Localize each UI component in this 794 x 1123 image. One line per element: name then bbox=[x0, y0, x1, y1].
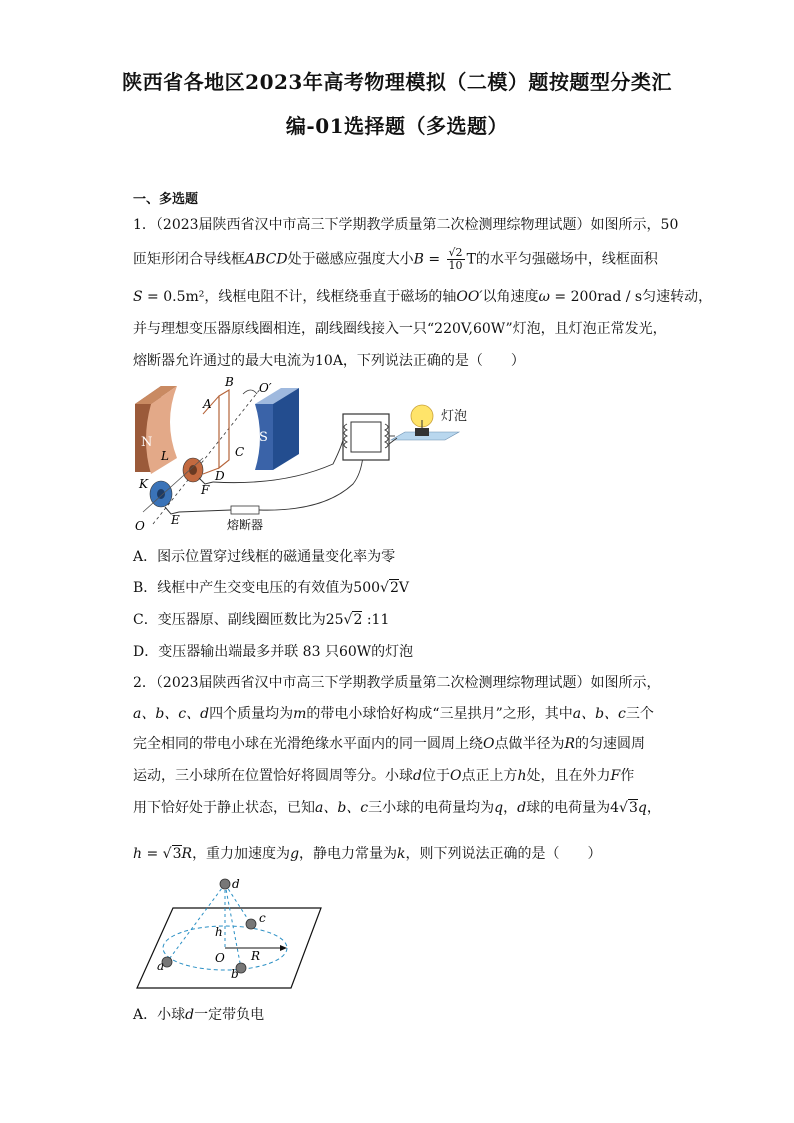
label-f: F bbox=[201, 483, 210, 497]
label-b: B bbox=[225, 375, 234, 389]
q2-line-1: 2．（2023届陕西省汉中市高三下学期教学质量第二次检测理综物理试题）如图所示， bbox=[133, 675, 661, 691]
q1-text: 以角速度 bbox=[482, 289, 539, 305]
q2-text: 三个 bbox=[625, 706, 654, 722]
q1-var-s: S bbox=[133, 289, 143, 305]
label-bulb: 灯泡 bbox=[441, 409, 468, 424]
option-text: 一定带负电 bbox=[194, 1007, 265, 1023]
label-k: K bbox=[139, 477, 148, 491]
transformer bbox=[343, 414, 389, 460]
q1-text: T的水平匀强磁场中，线框面积 bbox=[466, 251, 658, 268]
label-a: A bbox=[203, 397, 212, 411]
q2-text: 运动，三小球所在位置恰好将圆周等分。小球 bbox=[133, 768, 413, 784]
q2-option-a bbox=[133, 1004, 264, 1024]
q2-vars: a、b、c、d bbox=[133, 706, 210, 722]
q2-var-m: m bbox=[293, 706, 307, 722]
q2-line-6: h = √3R，重力加速度为g，静电力常量为k，则下列说法正确的是（ ） bbox=[133, 846, 602, 862]
label-fuse: 熔断器 bbox=[227, 518, 264, 532]
q2-text: 四个质量均为 bbox=[209, 706, 294, 722]
q2-text: ， bbox=[503, 800, 518, 816]
label-d: d bbox=[232, 877, 240, 891]
doc-title-line2: 编-01选择题（多选题） bbox=[285, 114, 509, 138]
label-a: a bbox=[157, 959, 165, 973]
fraction-denominator: 10 bbox=[448, 259, 463, 272]
q2-text: ，静电力常量为 bbox=[299, 846, 398, 862]
q2-text: 点做半径为 bbox=[494, 736, 565, 752]
q2-text: 的带电小球恰好构成“三星拱月”之形，其中 bbox=[306, 706, 573, 722]
coil-frame bbox=[219, 390, 229, 468]
q2-var-k: k bbox=[397, 846, 406, 862]
ball-d bbox=[220, 879, 230, 889]
q1-line-5: 熔断器允许通过的最大电流为10A，下列说法正确的是（ ） bbox=[133, 353, 525, 369]
q2-var-q: q bbox=[494, 800, 504, 816]
doc-title-line1: 陕西省各地区2023年高考物理模拟（二模）题按题型分类汇 bbox=[122, 70, 672, 94]
q2-var-f: F bbox=[610, 768, 621, 784]
section-heading: 一、多选题 bbox=[133, 192, 199, 207]
q1-option-b: B．线框中产生交变电压的有效值为500√2V bbox=[133, 580, 409, 596]
option-text: C．变压器原、副线圈匝数比为25 bbox=[133, 612, 344, 628]
q1-option-c: C．变压器原、副线圈匝数比为25√2 :11 bbox=[133, 612, 390, 628]
option-text: :11 bbox=[362, 612, 390, 628]
q1-text: = bbox=[423, 251, 445, 268]
label-o: O bbox=[135, 519, 145, 533]
q1-option-d: D．变压器输出端最多并联 83 只60W的灯泡 bbox=[133, 644, 414, 660]
q2-text: 作 bbox=[620, 768, 635, 784]
q2-vars: a、b、c bbox=[315, 800, 369, 816]
q1-var-omega: ω bbox=[538, 289, 550, 305]
q2-var-d: d bbox=[517, 800, 527, 816]
q2-var-o: O bbox=[483, 736, 495, 752]
q2-text: ，重力加速度为 bbox=[192, 846, 291, 862]
q2-var-d: d bbox=[185, 1007, 195, 1023]
q2-var-h: h bbox=[517, 768, 527, 784]
q1-text: 匝矩形闭合导线框 bbox=[133, 251, 245, 268]
q1-line-1: 1．（2023届陕西省汉中市高三下学期教学质量第二次检测理综物理试题）如图所示，50 bbox=[133, 217, 679, 233]
q1-var-b: B bbox=[413, 251, 424, 268]
radicand: 2 bbox=[353, 612, 363, 628]
ball-c bbox=[246, 919, 256, 929]
radicand: 2 bbox=[389, 580, 399, 596]
magnet-n bbox=[135, 386, 177, 474]
label-c: C bbox=[235, 445, 245, 459]
q2-line-2 bbox=[133, 703, 654, 723]
label-e: E bbox=[171, 513, 180, 527]
q2-var-g: g bbox=[290, 846, 300, 862]
q2-var-r: R bbox=[564, 736, 576, 752]
q2-text: 位于 bbox=[421, 768, 450, 784]
q2-vars: a、b、c bbox=[572, 706, 626, 722]
q1-fraction bbox=[447, 247, 465, 272]
q1-text: 处于磁感应强度大小 bbox=[287, 251, 414, 268]
q1-var-abcd: ABCD bbox=[245, 251, 288, 268]
q2-text: 球的电荷量为4 bbox=[526, 800, 620, 816]
radicand: 3 bbox=[172, 846, 182, 862]
label-o: O bbox=[215, 951, 225, 965]
q2-text: 处，且在外力 bbox=[526, 768, 611, 784]
label-l: L bbox=[161, 449, 169, 463]
q2-var-o: O bbox=[449, 768, 462, 784]
label-h: h bbox=[215, 925, 223, 939]
wire-bottom bbox=[179, 510, 231, 512]
q1-option-a: A．图示位置穿过线框的磁通量变化率为零 bbox=[133, 549, 396, 565]
q2-text: 三小球的电荷量均为 bbox=[368, 800, 495, 816]
label-c: c bbox=[259, 911, 266, 925]
q2-text: ，则下列说法正确的是（ ） bbox=[405, 846, 602, 862]
q2-text: ， bbox=[646, 800, 661, 816]
label-s: S bbox=[259, 430, 268, 445]
label-o-prime: O′ bbox=[259, 381, 272, 395]
q2-figure bbox=[133, 872, 333, 994]
q2-var-r: R bbox=[181, 846, 193, 862]
q2-var-h: h bbox=[133, 846, 143, 862]
radicand: 3 bbox=[628, 800, 638, 816]
label-r: R bbox=[251, 949, 261, 963]
q2-line-3 bbox=[133, 733, 645, 753]
q1-line-4: 并与理想变压器原线圈相连，副线圈线接入一只“220V,60W”灯泡，且灯泡正常发光， bbox=[133, 321, 667, 337]
label-n: N bbox=[141, 435, 153, 450]
q2-text: = bbox=[142, 846, 163, 862]
q2-var-d: d bbox=[413, 768, 422, 784]
q1-line-2 bbox=[133, 247, 658, 272]
q2-var-q: q bbox=[637, 800, 647, 816]
label-d: D bbox=[215, 469, 225, 483]
q1-figure bbox=[133, 374, 483, 534]
q1-var-axis: OO′ bbox=[456, 289, 483, 305]
option-text: V bbox=[398, 580, 409, 596]
fraction-numerator: √2 bbox=[448, 246, 463, 259]
q2-line-4 bbox=[133, 765, 634, 785]
fuse bbox=[231, 506, 259, 514]
q1-text: = 200rad / s匀速转动， bbox=[549, 289, 713, 305]
q2-text: 的匀速圆周 bbox=[575, 736, 646, 752]
q1-line-3 bbox=[133, 286, 712, 306]
q1-text: = 0.5m²，线框电阻不计，线框绕垂直于磁场的轴 bbox=[142, 289, 457, 305]
q2-text: 点正上方 bbox=[461, 768, 518, 784]
q2-text: 完全相同的带电小球在光滑绝缘水平面内的同一圆周上绕 bbox=[133, 736, 483, 752]
magnet-s bbox=[255, 388, 299, 470]
option-text: B．线框中产生交变电压的有效值为500 bbox=[133, 580, 381, 596]
label-b: b bbox=[231, 967, 239, 981]
q2-text: 用下恰好处于静止状态，已知 bbox=[133, 800, 315, 816]
option-text: A．小球 bbox=[133, 1007, 186, 1023]
q2-line-5: 用下恰好处于静止状态，已知a、b、c三小球的电荷量均为q，d球的电荷量为4√3q， bbox=[133, 800, 661, 816]
